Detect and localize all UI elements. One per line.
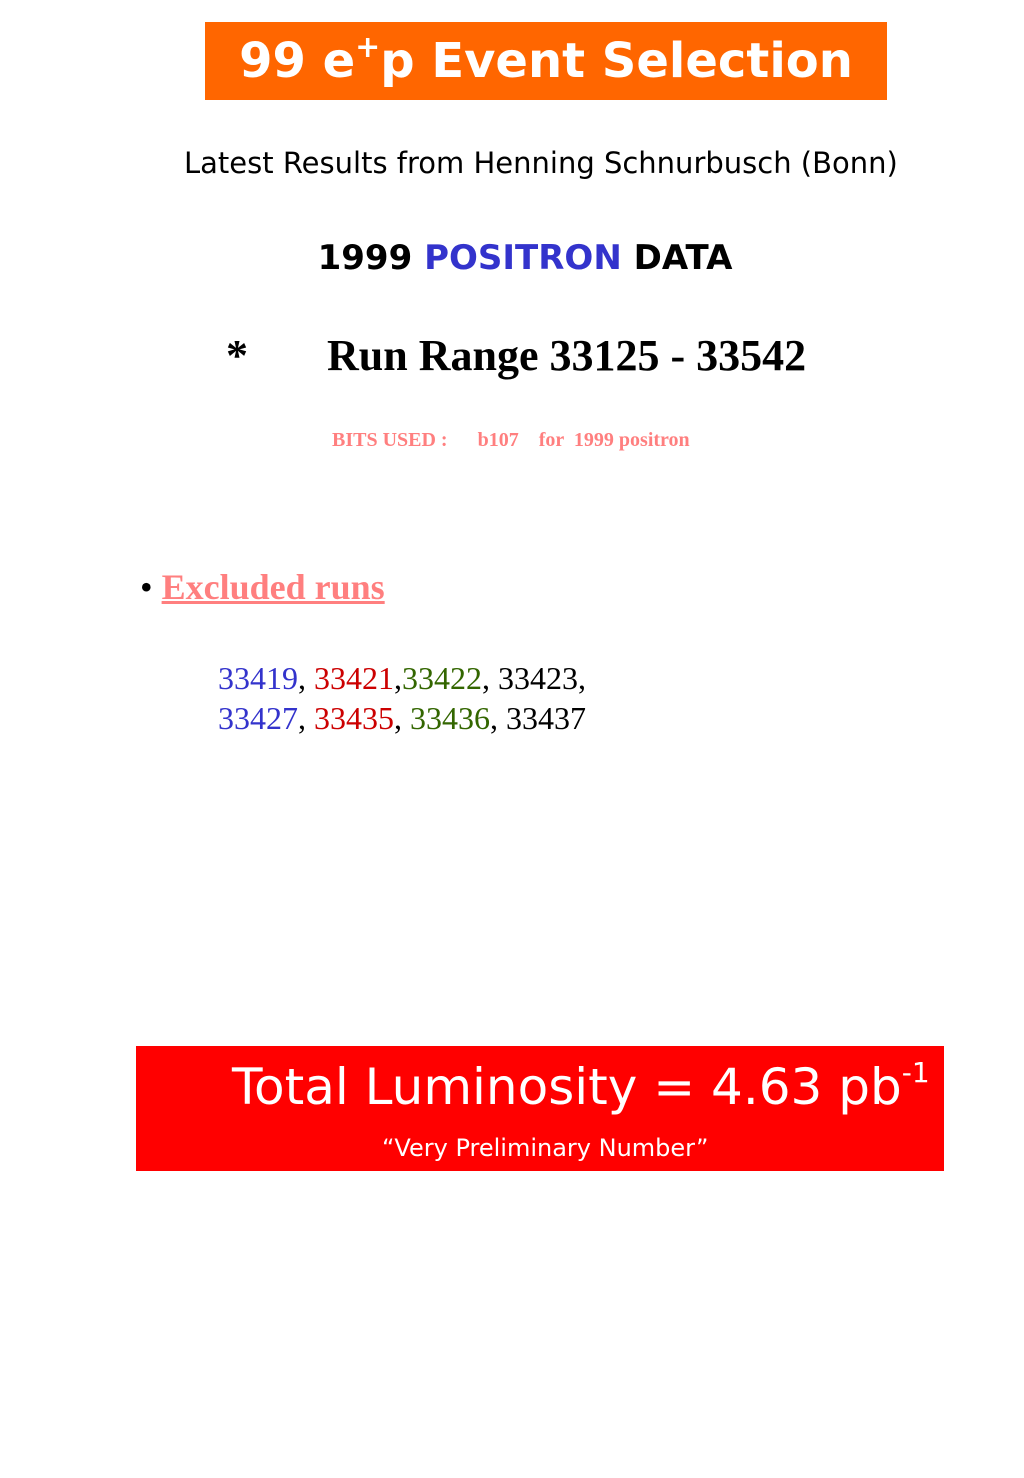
title-prefix: 99 e <box>239 33 356 89</box>
run-range-bullet: * <box>226 331 248 380</box>
title-suffix: p Event Selection <box>380 33 853 89</box>
bits-value: b107 for 1999 positron <box>477 429 690 451</box>
bullet-icon: • <box>140 567 153 607</box>
bits-used <box>332 429 690 452</box>
luminosity-text: Total Luminosity = 4.63 pb <box>232 1058 902 1116</box>
excluded-runs-line-2: 33427, 33435, 33436, 33437 <box>218 700 586 736</box>
run-number: 33421 <box>314 660 394 696</box>
title-superscript: + <box>355 30 381 65</box>
title-banner <box>205 22 887 100</box>
luminosity-box <box>136 1046 944 1171</box>
run-range-text: Run Range 33125 - 33542 <box>327 331 807 380</box>
luminosity-exponent: -1 <box>901 1056 930 1089</box>
page-title <box>239 30 853 89</box>
dataset-label: DATA <box>633 238 733 278</box>
run-range <box>226 330 806 381</box>
luminosity-note: “Very Preliminary Number” <box>382 1134 709 1162</box>
run-number: 33427 <box>218 700 298 736</box>
run-number: 33423 <box>498 660 578 696</box>
run-number: 33419 <box>218 660 298 696</box>
excluded-runs-list <box>218 658 586 738</box>
dataset-type: POSITRON <box>424 238 622 278</box>
bits-label: BITS USED : <box>332 429 448 451</box>
excluded-runs-line-1: 33419, 33421,33422, 33423, <box>218 660 586 696</box>
excluded-runs-heading <box>140 566 385 608</box>
run-number: 33436 <box>410 700 490 736</box>
dataset-heading <box>0 238 1024 278</box>
subtitle: Latest Results from Henning Schnurbusch (Bonn) <box>184 146 898 180</box>
dataset-year: 1999 <box>317 238 413 278</box>
run-number: 33435 <box>314 700 394 736</box>
run-number: 33422 <box>402 660 482 696</box>
luminosity-value <box>232 1058 930 1116</box>
run-number: 33437 <box>506 700 586 736</box>
excluded-runs-label: Excluded runs <box>161 567 385 607</box>
